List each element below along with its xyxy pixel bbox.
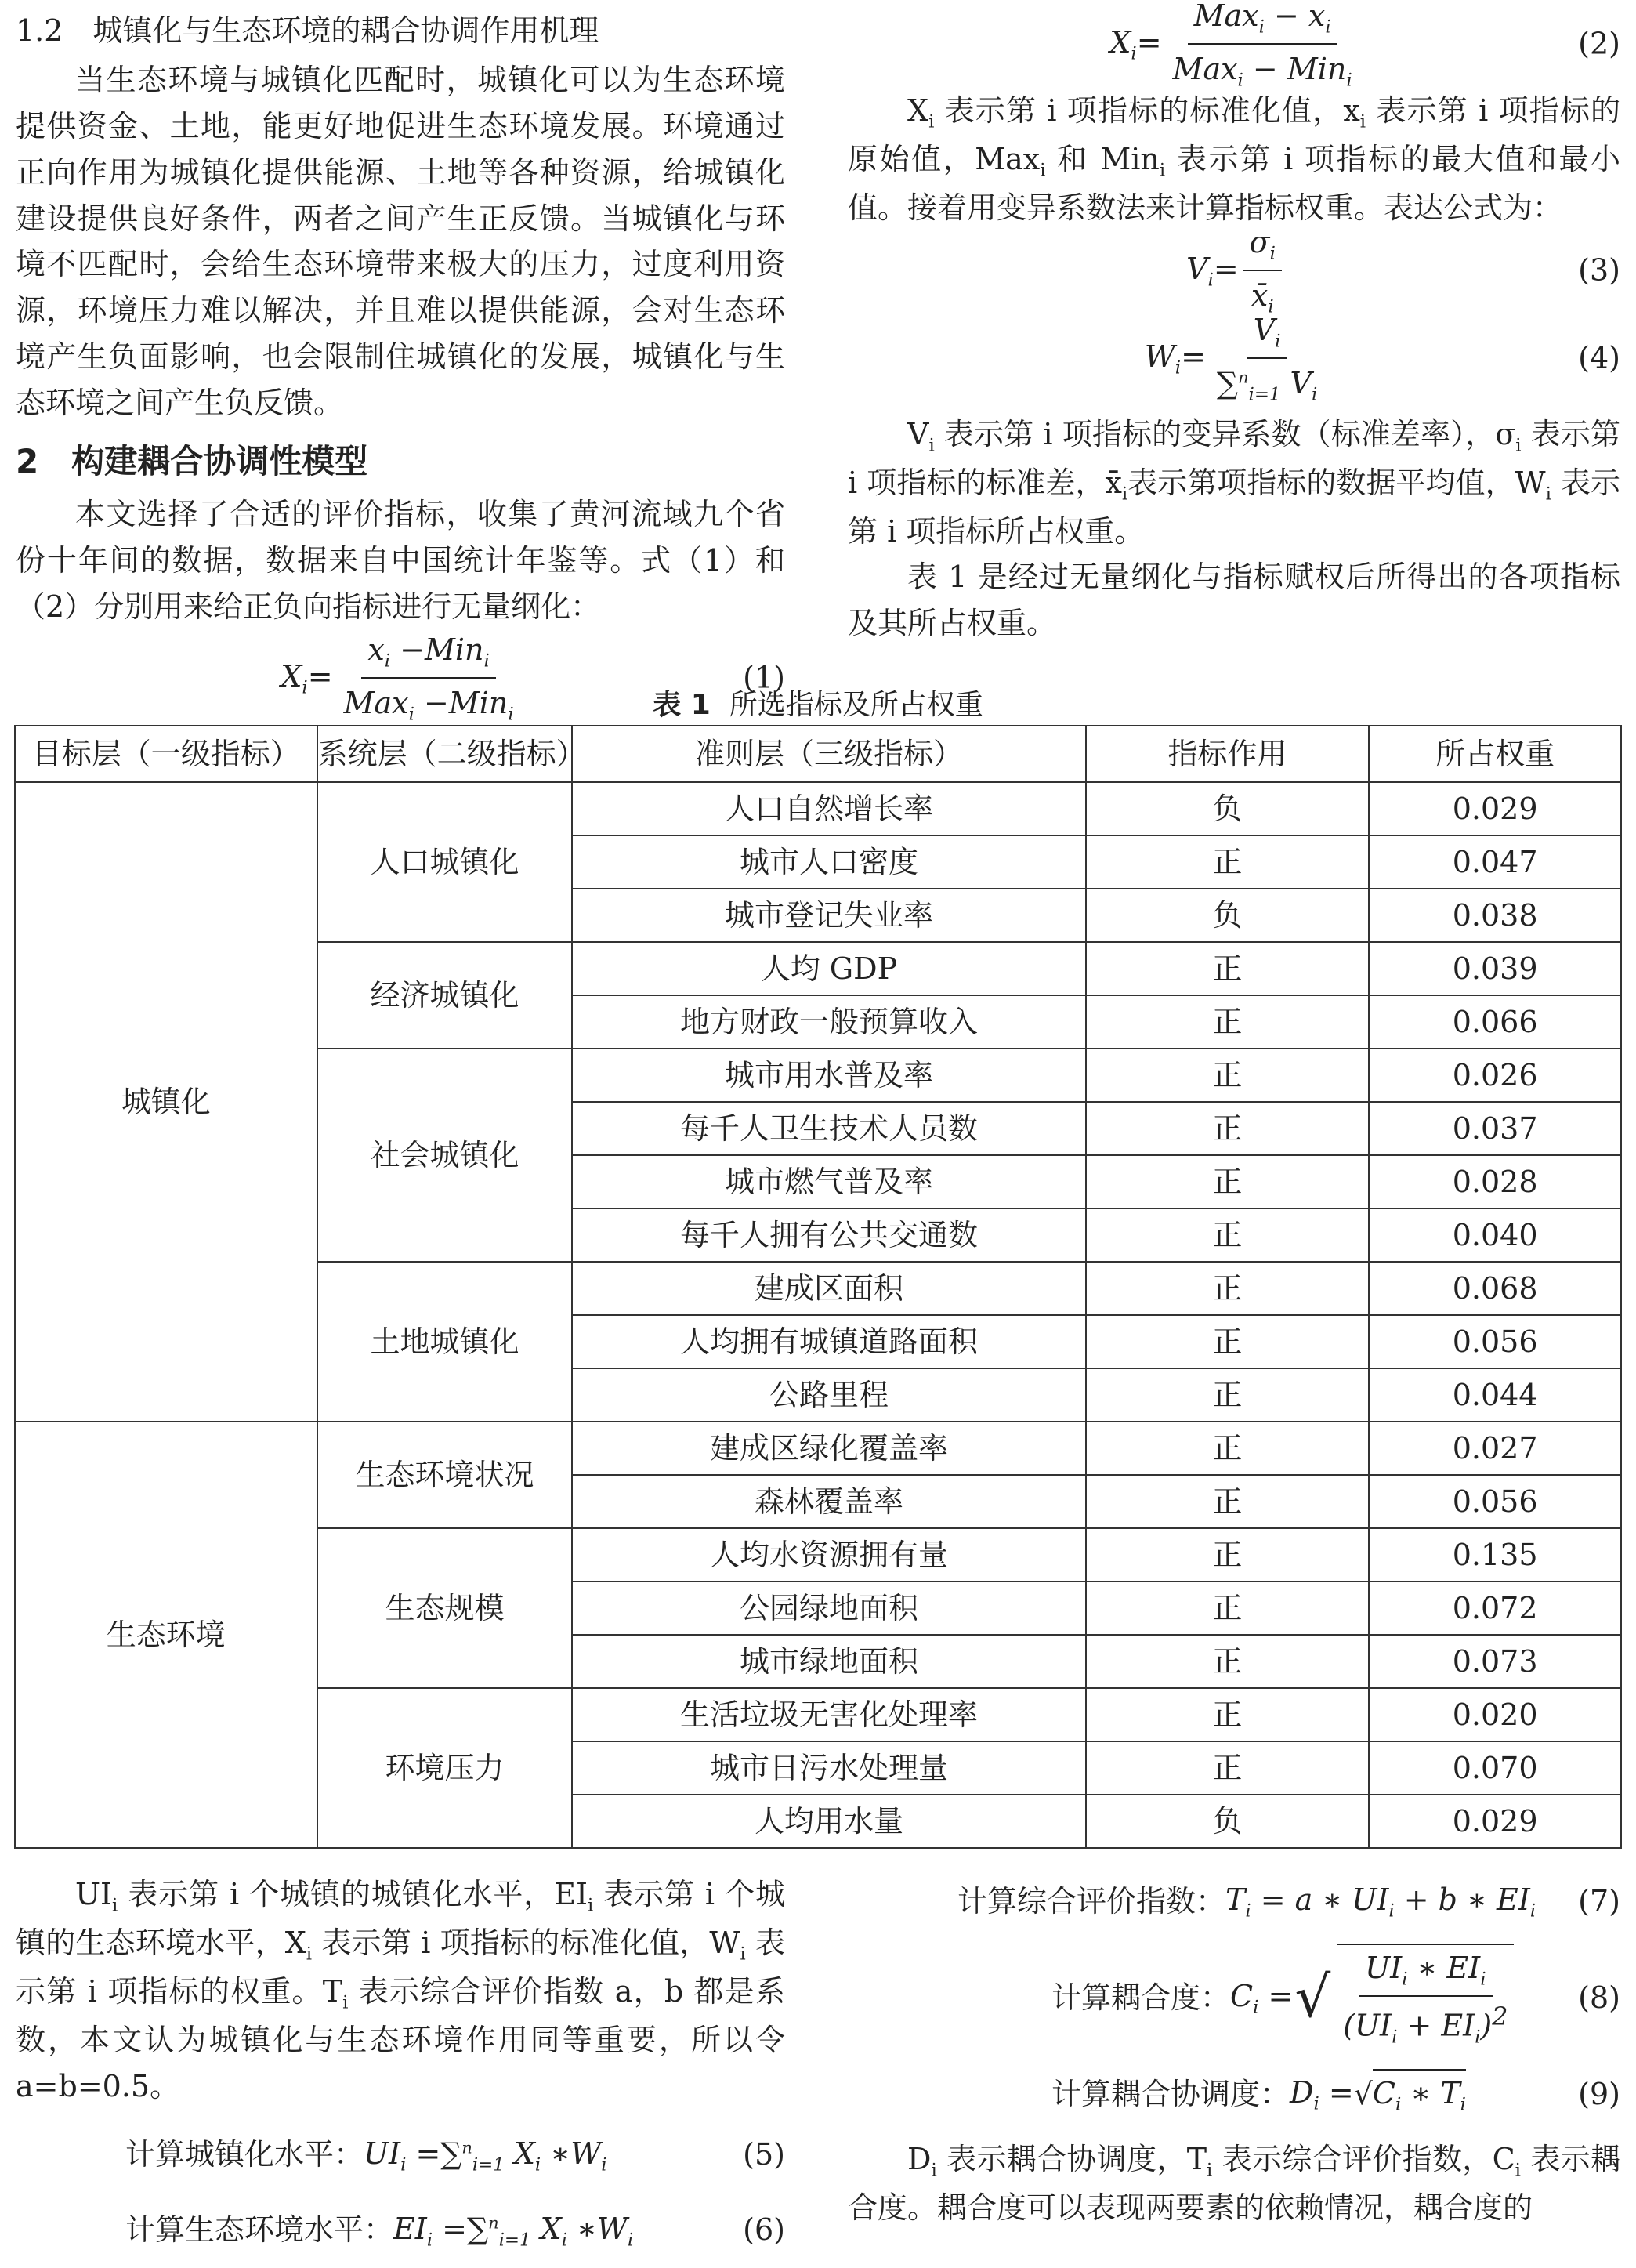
- indicator-weight-table: [14, 725, 1622, 1849]
- criterion-cell: 城市用水普及率: [572, 1049, 1085, 1102]
- weight-cell: 0.028: [1369, 1155, 1621, 1208]
- effect-cell: 正: [1086, 1741, 1370, 1795]
- criterion-cell: 城市人口密度: [572, 835, 1085, 889]
- paragraph-xi-definition: $X_i$ 表示第 i 项指标的标准化值，$x_i$ 表示第 i 项指标的原始值，Max$_i$ 和 Min$_i$ 表示第 i 项指标的最大值和最小值。接着用变异系数法来计算指标权重。表达公式为：: [848, 93, 1620, 225]
- weight-cell: 0.020: [1369, 1688, 1621, 1741]
- weight-cell: 0.039: [1369, 942, 1621, 995]
- paragraph-vi-definition: $V_i$ 表示第 i 项指标的变异系数（标准差率），$\sigma_i$ 表示第 i 项指标的标准差，$x̄_i$表示第项指标的数据平均值，$W_i$ 表示第 i 项指标所占权重。: [848, 416, 1620, 549]
- equation-7-number: (7): [1578, 1883, 1620, 1918]
- equation-9-label: 计算耦合协调度：: [1051, 2076, 1290, 2111]
- effect-cell: 负: [1086, 1795, 1370, 1848]
- weight-cell: 0.047: [1369, 835, 1621, 889]
- criterion-cell: 城市登记失业率: [572, 889, 1085, 942]
- right-column-top: [848, 0, 1620, 647]
- table-row: [15, 782, 1621, 835]
- effect-cell: 正: [1086, 1315, 1370, 1368]
- target-cell-ecology: 生态环境: [15, 1422, 317, 1848]
- paragraph-model-intro: 本文选择了合适的评价指标，收集了黄河流域九个省份十年间的数据，数据来自中国统计年鉴等。式（1）和（2）分别用来给正负向指标进行无量纲化：: [16, 497, 785, 624]
- equation-3-number: (3): [1578, 252, 1620, 288]
- effect-cell: 正: [1086, 942, 1370, 995]
- system-cell: 经济城镇化: [317, 942, 573, 1049]
- criterion-cell: 生活垃圾无害化处理率: [572, 1688, 1085, 1741]
- section-heading-1-2: 1.2 城镇化与生态环境的耦合协调作用机理: [16, 13, 599, 48]
- criterion-cell: 公园绿地面积: [572, 1581, 1085, 1635]
- equation-8-number: (8): [1578, 1980, 1620, 2015]
- effect-cell: 正: [1086, 1102, 1370, 1155]
- system-cell: 生态规模: [317, 1528, 573, 1688]
- equation-8: 计算耦合度： $C_i$ = √ $\frac{UI_i ∗ EI_i}{(UI_i + EI_i)^2}$ (8): [848, 1939, 1620, 2056]
- criterion-cell: 人均水资源拥有量: [572, 1528, 1085, 1581]
- effect-cell: 正: [1086, 1262, 1370, 1315]
- weight-cell: 0.073: [1369, 1635, 1621, 1688]
- criterion-cell: 地方财政一般预算收入: [572, 995, 1085, 1049]
- criterion-cell: 人均用水量: [572, 1795, 1085, 1848]
- equation-6: 计算生态环境水平： $EI_i =\sum^n_{i=1}$ $X_i$ $∗W_i$ (6): [16, 2193, 785, 2268]
- weight-cell: 0.066: [1369, 995, 1621, 1049]
- system-cell: 生态环境状况: [317, 1422, 573, 1528]
- criterion-cell: 建成区绿化覆盖率: [572, 1422, 1085, 1475]
- weight-cell: 0.029: [1369, 1795, 1621, 1848]
- weight-cell: 0.070: [1369, 1741, 1621, 1795]
- criterion-cell: 每千人拥有公共交通数: [572, 1208, 1085, 1262]
- system-cell: 社会城镇化: [317, 1049, 573, 1262]
- effect-cell: 正: [1086, 1049, 1370, 1102]
- equation-3: $V_i=$ $\frac{\sigma_i}{x̄_i}$ (3): [848, 231, 1620, 310]
- criterion-cell: 城市绿地面积: [572, 1635, 1085, 1688]
- effect-cell: 负: [1086, 782, 1370, 835]
- left-column-bottom: [16, 1871, 785, 2268]
- weight-cell: 0.056: [1369, 1475, 1621, 1528]
- column-header: 所占权重: [1369, 726, 1621, 782]
- criterion-cell: 公路里程: [572, 1368, 1085, 1422]
- equation-4: $W_i=$ $\frac{V_i}{\sum^n_{i=1} V_i}$ (4): [848, 310, 1620, 407]
- criterion-cell: 人均 GDP: [572, 942, 1085, 995]
- equation-2-number: (2): [1578, 26, 1620, 61]
- column-header: 指标作用: [1086, 726, 1370, 782]
- weight-cell: 0.068: [1369, 1262, 1621, 1315]
- system-cell: 土地城镇化: [317, 1262, 573, 1422]
- equation-1: $X_i=$ $\frac{x_i -Min_i}{Max_i -Min_i}$ (1): [16, 635, 785, 721]
- equation-9-number: (9): [1578, 2076, 1620, 2111]
- equation-6-number: (6): [743, 2212, 785, 2248]
- paragraph-mechanism: 当生态环境与城镇化匹配时，城镇化可以为生态环境提供资金、土地，能更好地促进生态环境发展。环境通过正向作用为城镇化提供能源、土地等各种资源，给城镇化建设提供良好条件，两者之间产生正反馈。当城镇化与环境不匹配时，会给生态环境带来极大的压力，过度利用资源，环境压力难以解决，并且难以提供能源，会对生态环境产生负面影响，也会限制住城镇化的发展，城镇化与生态环境之间产生负反馈。: [16, 62, 785, 421]
- table-title: 所选指标及所占权重: [729, 689, 983, 721]
- weight-cell: 0.027: [1369, 1422, 1621, 1475]
- effect-cell: 正: [1086, 835, 1370, 889]
- effect-cell: 正: [1086, 1422, 1370, 1475]
- weight-cell: 0.044: [1369, 1368, 1621, 1422]
- column-header: 系统层（二级指标）: [317, 726, 573, 782]
- weight-cell: 0.026: [1369, 1049, 1621, 1102]
- effect-cell: 正: [1086, 1635, 1370, 1688]
- weight-cell: 0.135: [1369, 1528, 1621, 1581]
- weight-cell: 0.037: [1369, 1102, 1621, 1155]
- criterion-cell: 人口自然增长率: [572, 782, 1085, 835]
- effect-cell: 正: [1086, 1475, 1370, 1528]
- equation-9: 计算耦合协调度： $D_i$ = √ $C_i$ ∗ $T_i$ (9): [848, 2056, 1620, 2132]
- equation-4-number: (4): [1578, 340, 1620, 375]
- column-header: 目标层（一级指标）: [15, 726, 317, 782]
- criterion-cell: 每千人卫生技术人员数: [572, 1102, 1085, 1155]
- equation-5-number: (5): [743, 2137, 785, 2172]
- equation-2: $X_i=$ $\frac{Max_i - x_i}{Max_i - Min_i}$ (2): [848, 0, 1620, 88]
- criterion-cell: 建成区面积: [572, 1262, 1085, 1315]
- weight-cell: 0.056: [1369, 1315, 1621, 1368]
- equation-1-number: (1): [743, 660, 785, 695]
- effect-cell: 正: [1086, 1581, 1370, 1635]
- equation-5: 计算城镇化水平： $UI_i =\sum^n_{i=1}$ $X_i$ $∗W_i$ (5): [16, 2118, 785, 2193]
- criterion-cell: 城市日污水处理量: [572, 1741, 1085, 1795]
- effect-cell: 正: [1086, 1688, 1370, 1741]
- weight-cell: 0.029: [1369, 782, 1621, 835]
- equation-8-label: 计算耦合度：: [1051, 1980, 1231, 2015]
- left-column-top: [16, 8, 785, 725]
- effect-cell: 负: [1086, 889, 1370, 942]
- effect-cell: 正: [1086, 995, 1370, 1049]
- paragraph-table-intro: 表 1 是经过无量纲化与指标赋权后所得出的各项指标及其所占权重。: [848, 560, 1620, 641]
- table-caption: [0, 683, 1636, 727]
- system-cell: 环境压力: [317, 1688, 573, 1848]
- column-header: 准则层（三级指标）: [572, 726, 1085, 782]
- target-cell-urbanization: 城镇化: [15, 782, 317, 1422]
- criterion-cell: 森林覆盖率: [572, 1475, 1085, 1528]
- equation-6-label: 计算生态环境水平：: [125, 2212, 394, 2248]
- section-heading-2: 2 构建耦合协调性模型: [16, 442, 368, 481]
- weight-cell: 0.040: [1369, 1208, 1621, 1262]
- weight-cell: 0.072: [1369, 1581, 1621, 1635]
- equation-5-label: 计算城镇化水平：: [125, 2137, 364, 2172]
- weight-cell: 0.038: [1369, 889, 1621, 942]
- paragraph-di-definition: $D_i$ 表示耦合协调度，$T_i$ 表示综合评价指数，$C_i$ 表示耦合度。耦合度可以表现两要素的依赖情况，耦合度的: [848, 2142, 1620, 2225]
- criterion-cell: 城市燃气普及率: [572, 1155, 1085, 1208]
- criterion-cell: 人均拥有城镇道路面积: [572, 1315, 1085, 1368]
- system-cell: 人口城镇化: [317, 782, 573, 942]
- paragraph-ui-ei-definition: $UI_i$ 表示第 i 个城镇的城镇化水平，$EI_i$ 表示第 i 个城镇的生态环境水平，$X_i$ 表示第 i 项指标的标准化值，$W_i$ 表示第 i 项指标的权重。$T_i$ 表示综合评价指数 a，b 都是系数，本文认为城镇化与生态环境作用同等重要，所以令 a=b=0.5。: [16, 1877, 785, 2103]
- effect-cell: 正: [1086, 1155, 1370, 1208]
- table-row: [15, 1422, 1621, 1475]
- table-header-row: [15, 726, 1621, 782]
- equation-7-label: 计算综合评价指数：: [957, 1883, 1226, 1918]
- effect-cell: 正: [1086, 1208, 1370, 1262]
- effect-cell: 正: [1086, 1368, 1370, 1422]
- right-column-bottom: [848, 1864, 1620, 2231]
- table-label: 表 1: [653, 689, 711, 721]
- equation-7: 计算综合评价指数： $T_i = a$ ∗ $UI_i + b$ ∗ $EI_i$ (7): [848, 1864, 1620, 1939]
- effect-cell: 正: [1086, 1528, 1370, 1581]
